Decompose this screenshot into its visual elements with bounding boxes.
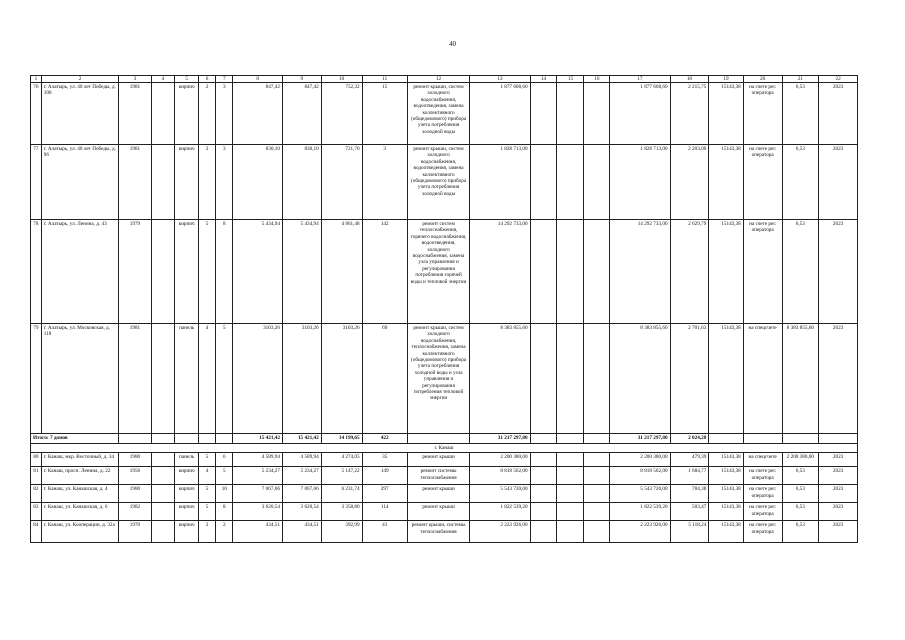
cell-max-cost: 15143,38 <box>709 485 743 503</box>
column-number: 19 <box>709 76 743 83</box>
cell-cost-owners: 1 828 713,00 <box>610 145 670 220</box>
cell-max-cost: 15143,38 <box>709 503 743 521</box>
cell-area-res: 6 231,74 <box>321 485 362 503</box>
empty-cell <box>151 485 175 503</box>
cell-cost-total: 1 828 713,00 <box>470 145 530 220</box>
column-number: 15 <box>557 76 584 83</box>
cell-area-total: 5 434,94 <box>233 220 283 324</box>
cell-rate: 6,53 <box>782 83 819 145</box>
cell-c14 <box>530 453 557 467</box>
cell-area-total: 4 589,94 <box>233 453 283 467</box>
total-label: Итого: 7 домов <box>31 434 119 444</box>
cell-rate: 6,53 <box>782 503 819 521</box>
cell-cost-total: 14 292 733,00 <box>470 220 530 324</box>
column-number: 9 <box>282 76 321 83</box>
cell-unit-cost: 2 215,75 <box>670 83 709 145</box>
cell-material: панель <box>175 453 199 467</box>
cell-area-living: 5 434,94 <box>282 220 321 324</box>
cell-n: 80 <box>31 453 42 467</box>
empty-cell <box>584 434 610 444</box>
total-row <box>31 434 858 444</box>
cell-address: г. Алатырь, ул. 40 лет Победы, д. 108 <box>41 83 119 145</box>
cell-work: ремонт крыши, системы теплоснабжения <box>407 521 469 543</box>
cell-deadline: 2023 <box>819 83 858 145</box>
cell-area-res: 752,32 <box>321 83 362 145</box>
cell-c14 <box>530 220 557 324</box>
cell-material: кирпич <box>175 83 199 145</box>
cell-entrances: 8 <box>216 220 233 324</box>
cell-entrances: 2 <box>216 521 233 543</box>
cell-rate: 6,53 <box>782 521 819 543</box>
cell-floors: 4 <box>198 467 215 485</box>
cell-max-cost: 15143,38 <box>709 220 743 324</box>
empty-cell <box>151 83 175 145</box>
empty-cell <box>198 434 215 444</box>
cell-account: на счете рег. оператора <box>743 485 782 503</box>
cell-account: на счете рег. оператора <box>743 220 782 324</box>
cell-area-res: 5 147,22 <box>321 467 362 485</box>
cell-c14 <box>530 467 557 485</box>
cell-floors: 2 <box>198 145 215 220</box>
cell-deadline: 2023 <box>819 220 858 324</box>
cell-residents: 3 <box>362 145 407 220</box>
cell-year: 1981 <box>119 83 151 145</box>
cell-work: ремонт крыши <box>407 453 469 467</box>
cell-year: 1956 <box>119 467 151 485</box>
cell-material: панель <box>175 324 199 434</box>
total-cost-owners: 31 217 297,80 <box>610 434 670 444</box>
cell-cost-owners: 2 200 380,00 <box>610 453 670 467</box>
empty-cell <box>151 220 175 324</box>
cell-residents: 41 <box>362 521 407 543</box>
cell-c16 <box>584 453 610 467</box>
cell-c15 <box>557 220 584 324</box>
cell-work: ремонт крыши, систем холодного водоснабжения, теплоснабжения, замена коллективного (общедомового) прибора учета потребления холодной воды и узла управления и регулирования потребления тепловой энергии <box>407 324 469 434</box>
cell-max-cost: 15143,38 <box>709 145 743 220</box>
cell-work: ремонт крыши <box>407 503 469 521</box>
empty-cell <box>151 324 175 434</box>
column-number: 5 <box>175 76 199 83</box>
cell-n: 82 <box>31 485 42 503</box>
table-row <box>31 220 858 324</box>
cell-floors: 2 <box>198 83 215 145</box>
cell-cost-owners: 1 877 668,60 <box>610 83 670 145</box>
cell-area-res: 392,99 <box>321 521 362 543</box>
cell-deadline: 2023 <box>819 521 858 543</box>
cell-material: кирпич <box>175 220 199 324</box>
column-number: 17 <box>610 76 670 83</box>
column-number: 22 <box>819 76 858 83</box>
cell-area-living: 5 234,27 <box>282 467 321 485</box>
column-number: 1 <box>31 76 42 83</box>
table-row <box>31 83 858 145</box>
empty-cell <box>151 467 175 485</box>
column-number: 20 <box>743 76 782 83</box>
cell-cost-owners: 8 383 855,60 <box>610 324 670 434</box>
cell-account: на счете рег. оператора <box>743 145 782 220</box>
cell-n: 77 <box>31 145 42 220</box>
cell-c14 <box>530 145 557 220</box>
cell-entrances: 3 <box>216 145 233 220</box>
cell-residents: 142 <box>362 220 407 324</box>
cell-max-cost: 15143,38 <box>709 521 743 543</box>
cell-n: 76 <box>31 83 42 145</box>
cell-residents: 114 <box>362 503 407 521</box>
cell-address: г. Канаш, ул. Кооперации, д. 32а <box>41 521 119 543</box>
column-number: 10 <box>321 76 362 83</box>
cell-material: кирпич <box>175 485 199 503</box>
cell-residents: 149 <box>362 467 407 485</box>
column-number: 2 <box>41 76 119 83</box>
cell-unit-cost: 5 118,24 <box>670 521 709 543</box>
cell-c16 <box>584 485 610 503</box>
cell-c15 <box>557 453 584 467</box>
total-unit-cost: 2 024,28 <box>670 434 709 444</box>
cell-c15 <box>557 83 584 145</box>
cell-material: кирпич <box>175 467 199 485</box>
cell-cost-owners: 2 223 926,00 <box>610 521 670 543</box>
cell-floors: 5 <box>198 220 215 324</box>
cell-cost-total: 2 200 380,00 <box>470 453 530 467</box>
cell-area-living: 434,51 <box>282 521 321 543</box>
cell-area-living: 7 067,66 <box>282 485 321 503</box>
cell-cost-total: 5 543 720,00 <box>470 485 530 503</box>
total-residents: 422 <box>362 434 407 444</box>
page-number: 40 <box>449 40 456 48</box>
cell-area-res: 4 861,48 <box>321 220 362 324</box>
cell-c16 <box>584 467 610 485</box>
cell-c14 <box>530 521 557 543</box>
cell-c14 <box>530 83 557 145</box>
cell-area-total: 830,10 <box>233 145 283 220</box>
cell-floors: 5 <box>198 453 215 467</box>
cell-floors: 5 <box>198 485 215 503</box>
cell-area-living: 3103,26 <box>282 324 321 434</box>
cell-c15 <box>557 503 584 521</box>
cell-area-res: 3103,26 <box>321 324 362 434</box>
cell-c16 <box>584 324 610 434</box>
table-row <box>31 453 858 467</box>
cell-c16 <box>584 503 610 521</box>
empty-cell <box>216 434 233 444</box>
cell-c15 <box>557 467 584 485</box>
cell-year: 1980 <box>119 453 151 467</box>
repair-program-table <box>30 75 858 543</box>
cell-c16 <box>584 220 610 324</box>
column-number: 21 <box>782 76 819 83</box>
cell-c16 <box>584 521 610 543</box>
empty-cell <box>119 434 151 444</box>
cell-area-res: 721,70 <box>321 145 362 220</box>
cell-c14 <box>530 503 557 521</box>
empty-cell <box>407 434 469 444</box>
cell-address: г. Канаш, ул. Канашская, д. 6 <box>41 503 119 521</box>
cell-account: на счете рег. оператора <box>743 521 782 543</box>
table-row <box>31 324 858 434</box>
cell-entrances: 5 <box>216 324 233 434</box>
cell-address: г. Канаш, мкр. Восточный, д. 34 <box>41 453 119 467</box>
cell-cost-total: 8 818 562,00 <box>470 467 530 485</box>
total-area-total: 15 421,42 <box>233 434 283 444</box>
cell-account: на спецсчете <box>743 453 782 467</box>
cell-deadline: 2023 <box>819 503 858 521</box>
empty-cell <box>530 434 557 444</box>
cell-max-cost: 15143,38 <box>709 324 743 434</box>
cell-work: ремонт крыши, систем холодного водоснабжения, водоотведения, замена коллективного (общедомового) прибора учета потребления холодной воды <box>407 145 469 220</box>
empty-cell <box>151 503 175 521</box>
column-number: 6 <box>198 76 215 83</box>
cell-work: ремонт крыши, систем холодного водоснабжения, водоотведения, замена коллективного (общедомового) прибора учета потребления холодной воды <box>407 83 469 145</box>
table-row <box>31 521 858 543</box>
cell-n: 78 <box>31 220 42 324</box>
cell-year: 1982 <box>119 503 151 521</box>
section-row <box>31 444 858 453</box>
cell-rate: 6,53 <box>782 145 819 220</box>
cell-area-total: 434,51 <box>233 521 283 543</box>
cell-account: на счете рег. оператора <box>743 467 782 485</box>
cell-cost-total: 8 383 855,60 <box>470 324 530 434</box>
empty-cell <box>743 434 782 444</box>
cell-address: г. Алатырь, ул. Московская, д. 118 <box>41 324 119 434</box>
cell-area-total: 3 620,54 <box>233 503 283 521</box>
column-number: 4 <box>151 76 175 83</box>
cell-unit-cost: 2 701,63 <box>670 324 709 434</box>
column-number: 12 <box>407 76 469 83</box>
empty-cell <box>782 434 819 444</box>
cell-address: г. Канаш, ул. Канашская, д. 4 <box>41 485 119 503</box>
empty-cell <box>151 521 175 543</box>
cell-area-total: 7 067,66 <box>233 485 283 503</box>
cell-deadline: 2023 <box>819 485 858 503</box>
cell-entrances: 5 <box>216 467 233 485</box>
cell-rate: 6,53 <box>782 467 819 485</box>
cell-year: 1981 <box>119 324 151 434</box>
cell-year: 1970 <box>119 521 151 543</box>
cell-cost-owners: 5 543 720,00 <box>610 485 670 503</box>
cell-material: кирпич <box>175 145 199 220</box>
cell-deadline: 2023 <box>819 145 858 220</box>
cell-address: г. Алатырь, ул. 40 лет Победы, д. 96 <box>41 145 119 220</box>
cell-deadline: 2023 <box>819 324 858 434</box>
cell-cost-total: 1 822 539,20 <box>470 503 530 521</box>
cell-account: на счете рег. оператора <box>743 503 782 521</box>
cell-max-cost: 15143,38 <box>709 467 743 485</box>
cell-account: на спецсчете <box>743 324 782 434</box>
cell-floors: 5 <box>198 503 215 521</box>
cell-unit-cost: 479,39 <box>670 453 709 467</box>
column-number: 13 <box>470 76 530 83</box>
cell-c16 <box>584 145 610 220</box>
cell-address: г. Канаш, просп. Ленина, д. 22 <box>41 467 119 485</box>
cell-year: 1980 <box>119 485 151 503</box>
empty-cell <box>151 434 175 444</box>
cell-c15 <box>557 485 584 503</box>
cell-c15 <box>557 324 584 434</box>
cell-c15 <box>557 521 584 543</box>
empty-cell <box>709 434 743 444</box>
cell-area-living: 3 620,54 <box>282 503 321 521</box>
cell-residents: 35 <box>362 453 407 467</box>
table-row <box>31 485 858 503</box>
cell-unit-cost: 784,38 <box>670 485 709 503</box>
cell-n: 83 <box>31 503 42 521</box>
cell-cost-owners: 8 818 562,00 <box>610 467 670 485</box>
cell-cost-owners: 1 822 539,20 <box>610 503 670 521</box>
empty-cell <box>151 453 175 467</box>
empty-cell <box>819 434 858 444</box>
empty-cell <box>151 145 175 220</box>
table-row <box>31 503 858 521</box>
cell-max-cost: 15143,38 <box>709 83 743 145</box>
cell-entrances: 10 <box>216 485 233 503</box>
cell-area-living: 4 589,94 <box>282 453 321 467</box>
cell-c14 <box>530 485 557 503</box>
cell-work: ремонт системы теплоснабжения <box>407 467 469 485</box>
cell-entrances: 3 <box>216 83 233 145</box>
cell-area-total: 847,42 <box>233 83 283 145</box>
cell-year: 1981 <box>119 145 151 220</box>
empty-cell <box>557 434 584 444</box>
cell-floors: 2 <box>198 521 215 543</box>
column-number: 3 <box>119 76 151 83</box>
column-number-row <box>31 76 858 83</box>
cell-work: ремонт систем теплоснабжения, горячего водоснабжения, водоотведения, холодного водоснабжения, замена узла управления и регулирования потребления горячей воды и тепловой энергии <box>407 220 469 324</box>
cell-material: кирпич <box>175 503 199 521</box>
total-area-res: 14 199,65 <box>321 434 362 444</box>
cell-n: 79 <box>31 324 42 434</box>
cell-area-res: 3 358,80 <box>321 503 362 521</box>
cell-area-total: 5 234,27 <box>233 467 283 485</box>
cell-work: ремонт крыши <box>407 485 469 503</box>
cell-residents: 15 <box>362 83 407 145</box>
cell-residents: 297 <box>362 485 407 503</box>
cell-residents: 69 <box>362 324 407 434</box>
column-number: 16 <box>584 76 610 83</box>
cell-entrances: 6 <box>216 453 233 467</box>
section-title: г. Канаш <box>31 444 858 453</box>
column-number: 7 <box>216 76 233 83</box>
cell-area-total: 3103,26 <box>233 324 283 434</box>
cell-area-res: 4 274,05 <box>321 453 362 467</box>
cell-max-cost: 15143,38 <box>709 453 743 467</box>
cell-cost-owners: 14 292 733,00 <box>610 220 670 324</box>
cell-account: на счете рег. оператора <box>743 83 782 145</box>
table-row <box>31 467 858 485</box>
cell-n: 81 <box>31 467 42 485</box>
cell-entrances: 8 <box>216 503 233 521</box>
column-number: 14 <box>530 76 557 83</box>
cell-unit-cost: 503,47 <box>670 503 709 521</box>
cell-material: кирпич <box>175 521 199 543</box>
cell-deadline: 2023 <box>819 467 858 485</box>
cell-unit-cost: 2 203,00 <box>670 145 709 220</box>
cell-rate: 6,53 <box>782 485 819 503</box>
column-number: 8 <box>233 76 283 83</box>
cell-address: г. Алатырь, ул. Ленина, д. 43 <box>41 220 119 324</box>
table-row <box>31 145 858 220</box>
total-cost-total: 31 217 297,80 <box>470 434 530 444</box>
cell-area-living: 830,10 <box>282 145 321 220</box>
cell-cost-total: 1 877 668,60 <box>470 83 530 145</box>
cell-deadline: 2023 <box>819 453 858 467</box>
cell-rate: 8 383 855,60 <box>782 324 819 434</box>
total-area-living: 15 421,42 <box>282 434 321 444</box>
empty-cell <box>175 434 199 444</box>
column-number: 11 <box>362 76 407 83</box>
cell-year: 1979 <box>119 220 151 324</box>
cell-area-living: 847,42 <box>282 83 321 145</box>
cell-c15 <box>557 145 584 220</box>
cell-rate: 6,53 <box>782 220 819 324</box>
cell-unit-cost: 1 684,77 <box>670 467 709 485</box>
cell-unit-cost: 2 629,79 <box>670 220 709 324</box>
cell-floors: 4 <box>198 324 215 434</box>
column-number: 18 <box>670 76 709 83</box>
cell-rate: 2 200 380,00 <box>782 453 819 467</box>
cell-c16 <box>584 83 610 145</box>
cell-c14 <box>530 324 557 434</box>
cell-n: 84 <box>31 521 42 543</box>
cell-cost-total: 2 223 926,00 <box>470 521 530 543</box>
